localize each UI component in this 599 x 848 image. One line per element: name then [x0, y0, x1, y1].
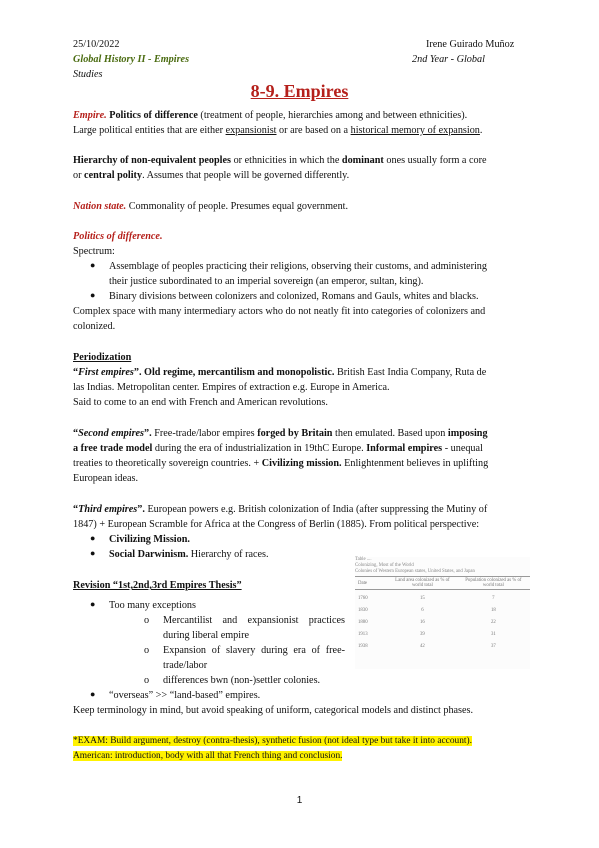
second-empires-line3 [73, 456, 488, 471]
hierarchy-bold1: Hierarchy of non-equivalent peoples [73, 155, 232, 166]
inset-cell: 1830 [358, 608, 368, 613]
empire-bold: Politics of difference [109, 110, 198, 121]
header-studies: Studies [73, 69, 103, 80]
nation-state [73, 199, 348, 214]
inset-title1: Table .... [355, 557, 372, 562]
inset-cell: 7 [492, 596, 495, 601]
second-text1: Free-trade/labor empires [154, 428, 258, 439]
quote-close: ”. [144, 428, 155, 439]
hierarchy-text1: or ethnicities in which the [231, 155, 342, 166]
bullet-dot: ● [90, 689, 96, 699]
table-row [355, 626, 530, 638]
bullet-dot: ● [90, 533, 96, 543]
table-row [355, 638, 530, 650]
politics-bullet1-a: Assemblage of peoples practicing their religions, observing their customs, and administering [109, 261, 487, 272]
inset-cell: 1760 [358, 596, 368, 601]
inset-cell: 1880 [358, 620, 368, 625]
quote-close: ”. [137, 504, 145, 515]
third-bullet-darwinism [109, 547, 269, 562]
inset-cell: 6 [421, 608, 424, 613]
nation-text: Commonality of people. Presumes equal government. [126, 201, 349, 212]
politics-heading: Politics of difference. [73, 231, 163, 242]
first-empires-line2: las Indias. Metropolitan center. Empires of extraction e.g. Europe in America. [73, 382, 390, 393]
second-imposing: imposing [447, 428, 488, 439]
hierarchy-of-races: Hierarchy of races. [188, 549, 269, 560]
sub-bullet-circle: o [144, 675, 150, 686]
first-empires-bold: Old regime, mercantilism and monopolistic. [144, 367, 335, 378]
hierarchy-line2 [73, 168, 349, 183]
revision-bullet1: Too many exceptions [109, 600, 196, 611]
exam-text2: American: introduction, body with all that French thing and conclusion. [73, 751, 343, 761]
hierarchy-central-polity: central polity [84, 170, 143, 181]
inset-title2: Colonizing, Most of the World [355, 563, 414, 568]
quote-open: “ [73, 428, 79, 439]
inset-cell: 15 [420, 596, 425, 601]
table-row [355, 614, 530, 626]
hierarchy-text4: . Assumes that people will be governed differently. [142, 170, 350, 181]
revision-bullet2: “overseas” >> “land-based” empires. [109, 690, 261, 701]
second-empires-term: Second empires [78, 428, 145, 439]
inset-table [355, 577, 530, 650]
first-empires-term: First empires [78, 367, 134, 378]
empire-expansionist: expansionist [225, 125, 277, 136]
table-row [355, 590, 530, 603]
empire-line2-c: . [479, 125, 483, 136]
bullet-dot: ● [90, 290, 96, 300]
quote-open: “ [73, 367, 79, 378]
spectrum-label: Spectrum: [73, 246, 115, 257]
inset-cell: 39 [420, 632, 425, 637]
inset-cell: 22 [490, 620, 496, 625]
second-text2: then emulated. Based upon [332, 428, 448, 439]
second-text4: - unequal [442, 443, 483, 454]
empire-historical-memory: historical memory of expansion [350, 125, 480, 136]
second-text6: Enlightenment believes in uplifting [341, 458, 489, 469]
bullet-dot: ● [90, 599, 96, 609]
revision-sub1-b: during liberal empire [163, 630, 249, 641]
quote-close: ”. [133, 367, 145, 378]
first-empires-line3: Said to come to an end with French and American revolutions. [73, 397, 328, 408]
third-empires-term: Third empires [78, 504, 138, 515]
sub-bullet-circle: o [144, 615, 150, 626]
third-bullet-civilizing: Civilizing Mission. [109, 534, 190, 545]
first-empires-rest: British East India Company, Ruta de [334, 367, 487, 378]
hierarchy-text3: or [73, 170, 85, 181]
second-text5: treaties to theoretically sovereign countries. + [73, 458, 262, 469]
revision-sub3: differences bwn (non-)settler colonies. [163, 675, 321, 686]
header-date: 25/10/2022 [73, 39, 120, 50]
second-text3: during the era of industrialization in 19thC Europe. [152, 443, 367, 454]
inset-col-land: Land area colonized as % of world total [395, 578, 450, 588]
empire-definition [73, 108, 467, 123]
quote-open: “ [73, 504, 79, 515]
nation-term: Nation state. [73, 201, 127, 212]
exam-line2 [73, 749, 342, 764]
exam-text1: *EXAM: Build argument, destroy (contra-thesis), synthetic fusion (not ideal type but take it into account). [73, 736, 472, 746]
page-number: 1 [296, 795, 303, 806]
header-year: 2nd Year - Global [412, 54, 485, 65]
revision-sub2-b: trade/labor [163, 660, 208, 671]
social-darwinism: Social Darwinism. [109, 549, 189, 560]
inset-cell: 37 [490, 644, 496, 649]
inset-cell: 1938 [358, 644, 368, 649]
empire-line2 [73, 123, 482, 138]
inset-col-date: Date [358, 580, 368, 586]
revision-keep: Keep terminology in mind, but avoid speaking of uniform, categorical models and distinct phases. [73, 705, 474, 716]
inset-cell: 18 [490, 608, 496, 613]
bullet-dot: ● [90, 548, 96, 558]
revision-sub1-a: Mercantilist and expansionist practices [163, 615, 345, 626]
inset-cell: 1913 [358, 632, 368, 637]
inset-col-pop: Population colonized as % of world total [465, 578, 522, 588]
inset-cell: 16 [420, 620, 425, 625]
second-empires-line4: European ideas. [73, 473, 139, 484]
bullet-dot: ● [90, 260, 96, 270]
page-title: 8-9. Empires [250, 81, 349, 101]
second-free-trade: a free trade model [73, 443, 153, 454]
sub-bullet-circle: o [144, 645, 150, 656]
inset-cell: 42 [420, 644, 425, 649]
periodization-heading: Periodization [73, 352, 132, 363]
second-civilizing: Civilizing mission. [261, 458, 342, 469]
inset-title3: Colonies of Western European states, United States, and Japan [355, 569, 475, 574]
politics-bullet2: Binary divisions between colonizers and colonized, Romans and Gauls, whites and blacks. [109, 291, 479, 302]
empire-term: Empire. [73, 110, 107, 121]
politics-bullet1-b: their justice subordinated to an imperial sovereign (an emperor, sultan, king). [109, 276, 424, 287]
second-forged: forged by Britain [257, 428, 333, 439]
table-row [355, 602, 530, 614]
third-empires-line2: 1847) + European Scramble for Africa at the Congress of Berlin (1885). From political perspective: [73, 519, 480, 530]
header-course: Global History II - Empires [73, 54, 190, 65]
revision-heading: Revision “1st,2nd,3rd Empires Thesis” [73, 580, 242, 591]
first-empires-line1 [73, 365, 486, 380]
hierarchy-line1 [73, 153, 487, 168]
hierarchy-dominant: dominant [341, 155, 384, 166]
second-empires-line2 [73, 441, 483, 456]
inset-cell: 31 [490, 632, 496, 637]
third-empires-line1 [73, 502, 487, 517]
politics-complex-2: colonized. [73, 321, 116, 332]
empire-line2-a: Large political entities that are either [73, 125, 226, 136]
inset-table-image [355, 557, 530, 669]
header-author: Irene Guirado Muñoz [426, 39, 515, 50]
second-empires-line1 [73, 426, 488, 441]
second-informal: Informal empires [366, 443, 443, 454]
empire-line2-b: or are based on a [276, 125, 351, 136]
empire-rest: (treatment of people, hierarchies among and between ethnicities). [197, 110, 468, 121]
revision-sub2-a: Expansion of slavery during era of free- [163, 645, 345, 656]
politics-complex-1: Complex space with many intermediary actors who do not neatly fit into categories of colonizers and [73, 306, 486, 317]
hierarchy-text2: ones usually form a core [383, 155, 487, 166]
exam-line1 [73, 734, 472, 749]
third-text1: European powers e.g. British colonization of India (after suppressing the Mutiny of [144, 504, 488, 515]
